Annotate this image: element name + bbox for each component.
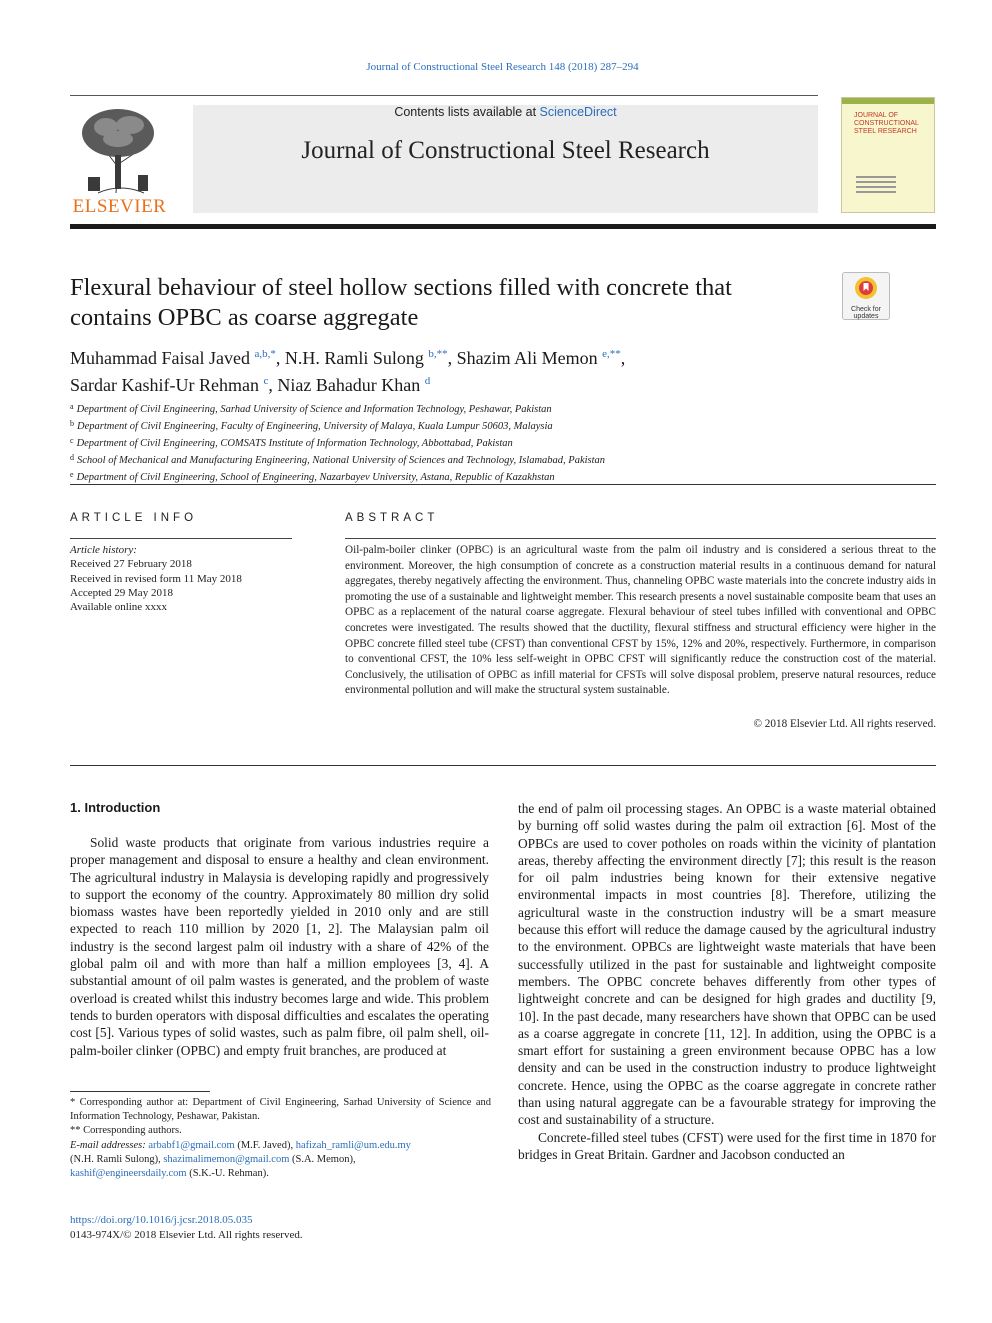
body-paragraph: Solid waste products that originate from various industries require a proper management and disposal to ensure a healthy and clean environment. The agricultural industry in Malaysia is developing rapidly and progressively to support the economy of the country. Approximately 80 million dry solid biomass wastes have been reportedly yielded in 2010 only and are still expected to reach 110 million by 2020 [1, 2]. The Malaysian palm oil industry is the second largest palm oil industry with a share of 42% of the global palm oil and with more than half a million employees [3, 4]. A substantial amount of oil palm wastes is generated, and the problem of waste overload is created whilst this industry becomes large and wide. This problem tends to burden operators with disposal difficulties and escalates the operating cost [5]. Various types of solid wastes, such as palm fibre, oil palm shell, oil-palm-boiler clinker (OPBC) and empty fruit branches, are produced at (70, 835, 489, 1058)
check-updates-label: Check for updates (851, 306, 881, 320)
history-entry: Accepted 29 May 2018 (70, 586, 173, 599)
affiliation-item: $^b$ Department of Civil Engineering, Faculty of Engineering, University of Malaya, Kuala Lumpur 50603, Malaysia (70, 419, 553, 432)
affiliation-list (70, 400, 936, 485)
cover-title-line: JOURNAL OF (854, 112, 899, 119)
body-column-right (518, 800, 936, 1163)
check-updates-icon (854, 276, 878, 300)
author-affiliation-marks[interactable]: b,** (428, 348, 448, 360)
author-list: Muhammad Faisal Javed $^{a,b,*}$, N.H. Ramli Sulong $^{b,**}$, Shazim Ali Memon $^{e,**}$, Sardar Kashif-Ur Rehman $^c$, Niaz Bahadur Khan $^d$ (70, 348, 626, 395)
author-affiliation-marks[interactable]: a,b,* (254, 348, 276, 360)
body-paragraph: Concrete-filled steel tubes (CFST) were used for the first time in 1870 for bridges in Great Britain. Gardner and Jacobson conducted an (518, 1129, 936, 1162)
email-link[interactable]: hafizah_ramli@um.edu.my (295, 1139, 411, 1151)
journal-cover-thumbnail[interactable] (841, 97, 935, 213)
affiliation-item: $^e$ Department of Civil Engineering, School of Engineering, Nazarbayev University, Astana, Republic of Kazakhstan (70, 470, 555, 483)
cover-decoration (856, 176, 896, 196)
email-link[interactable]: shazimalimemon@gmail.com (163, 1153, 290, 1165)
journal-citation[interactable]: Journal of Constructional Steel Research 148 (2018) 287–294 (366, 61, 639, 73)
affiliation-item: $^a$ Department of Civil Engineering, Sarhad University of Science and Information Technology, Peshawar, Pakistan (70, 402, 552, 415)
footnotes (70, 1096, 491, 1181)
affiliation-item: $^c$ Department of Civil Engineering, COMSATS Institute of Information Technology, Abbottabad, Pakistan (70, 436, 513, 449)
introduction-heading: 1. Introduction (70, 800, 161, 815)
history-entry: Received 27 February 2018 (70, 558, 192, 571)
publisher-wordmark: ELSEVIER (72, 196, 167, 217)
email-label: E-mail addresses: (70, 1139, 146, 1151)
cover-title (854, 112, 919, 136)
author-name[interactable]: Shazim Ali Memon (456, 348, 598, 368)
abstract-text: Oil-palm-boiler clinker (OPBC) is an agricultural waste from the palm oil industry and is considered a serious threat to the environment. Moreover, the high consumption of concrete as a construction material results in a continuous demand for natural aggregates, thereby negatively affecting the environment. Thus, channeling OPBC waste materials into the concrete industry aids in promoting the use of a sustainable and lightweight member. This research presents a novel sustainable composite beam that uses an OPBC as a replacement of the natural coarse aggregate. Flexural behaviour of steel tubes infilled with conventional and OPBC concretes were investigated. The results showed that the ductility, flexural stiffness and structural efficiency were higher in the OPBC concrete filled steel tube (CFST) than conventional CFST by 15%, 12% and 20%, respectively. Furthermore, in comparison to conventional CFST, the 10% less self-weight in OPBC CFST will significantly reduce the construction cost of the material. Conclusively, the utilisation of OPBC as infill material for CFSTs will solve disposal problem, preserve natural resources, reduce environmental pollution and will make the structural system sustainable. (345, 544, 936, 697)
header-thick-rule (70, 224, 936, 229)
section-divider (70, 484, 936, 485)
author-name[interactable]: N.H. Ramli Sulong (284, 348, 424, 368)
cover-title-line: STEEL RESEARCH (854, 128, 917, 135)
footnote-corresponding-authors: ** Corresponding authors. (70, 1125, 182, 1137)
email-link[interactable]: kashif@engineersdaily.com (70, 1168, 187, 1180)
contents-prefix: Contents lists available at (394, 105, 540, 119)
footnote-corresponding-author: * Corresponding author at: Department of Civil Engineering, Sarhad University of Science and Information Technology, Peshawar, Pakistan. (70, 1097, 491, 1123)
doi-link[interactable]: https://doi.org/10.1016/j.jcsr.2018.05.035 (70, 1214, 253, 1226)
author-name[interactable]: Niaz Bahadur Khan (277, 375, 421, 395)
section-divider (70, 765, 936, 766)
body-column-left (70, 834, 489, 1059)
masthead-top-rule (70, 95, 818, 96)
issn-copyright: 0143-974X/© 2018 Elsevier Ltd. All rights reserved. (70, 1229, 303, 1241)
footnote-emails: E-mail addresses: arbabf1@gmail.com (M.F. Javed), hafizah_ramli@um.edu.my (N.H. Ramli Sulong), shazimalimemon@gmail.com (S.A. Memon), kashif@engineersdaily.com (S.K.-U. Rehman). (70, 1139, 411, 1180)
cover-top-bar (842, 98, 934, 104)
history-label: Article history: (70, 544, 137, 556)
author-name[interactable]: Sardar Kashif-Ur Rehman (70, 375, 259, 395)
body-paragraph: the end of palm oil processing stages. An OPBC is a waste material obtained by burning off solid wastes during the palm oil extraction [6]. Most of the OPBCs are used to cover potholes on roads within the vicinity of plantation areas, thereby affecting the environment directly [7]; this result is the reason for oil palm industries being known for their extensive negative environmental impacts in most countries [8]. Therefore, utilizing the agricultural waste in the construction industry will be a smart measure because this effort will reduce the damage caused by the agricultural industry to the environment. OPBCs are lightweight waste materials that have been successfully utilized in the past for sustainable and lightweight composite members. The OPBC concrete behaves differently from other types of lightweight concrete and can be designed for high grades and ductility [9, 10]. In the past decade, many researchers have shown that OPBC can be used as a coarse aggregate in concrete [11, 12]. In addition, using the OPBC is a smart effort for sustaining a green environment because OPBC has a low density and can be used in the construction industry to produce lightweight concrete. Hence, using the OPBC as the coarse aggregate in concrete rather than using natural aggregate can be a favourable strategy for improving the cost and sustainability of a structure. (518, 801, 936, 1128)
journal-name[interactable]: Journal of Constructional Steel Research (301, 137, 710, 164)
cover-title-line: CONSTRUCTIONAL (854, 120, 919, 127)
contents-available-line (193, 105, 818, 119)
abstract-copyright: © 2018 Elsevier Ltd. All rights reserved. (753, 718, 936, 730)
sciencedirect-link[interactable]: ScienceDirect (539, 105, 617, 119)
abstract-rule (345, 538, 936, 539)
article-title: Flexural behaviour of steel hollow sections filled with concrete that contains OPBC as coarse aggregate (70, 274, 732, 331)
abstract-heading: ABSTRACT (345, 512, 439, 524)
email-link[interactable]: arbabf1@gmail.com (148, 1139, 235, 1151)
author-affiliation-marks[interactable]: d (424, 375, 431, 387)
author-affiliation-marks[interactable]: e,** (602, 348, 621, 360)
footnote-rule (70, 1091, 210, 1092)
article-info-heading: ARTICLE INFO (70, 512, 198, 524)
article-info-rule (70, 538, 292, 539)
author-affiliation-marks[interactable]: c (263, 375, 269, 387)
check-for-updates-badge[interactable] (842, 272, 890, 320)
history-entry: Available online xxxx (70, 601, 167, 614)
affiliation-item: $^d$ School of Mechanical and Manufacturing Engineering, National University of Sciences and Technology, Islamabad, Pakistan (70, 453, 606, 466)
history-entry: Received in revised form 11 May 2018 (70, 572, 242, 585)
author-name[interactable]: Muhammad Faisal Javed (70, 348, 250, 368)
article-history (70, 543, 300, 614)
